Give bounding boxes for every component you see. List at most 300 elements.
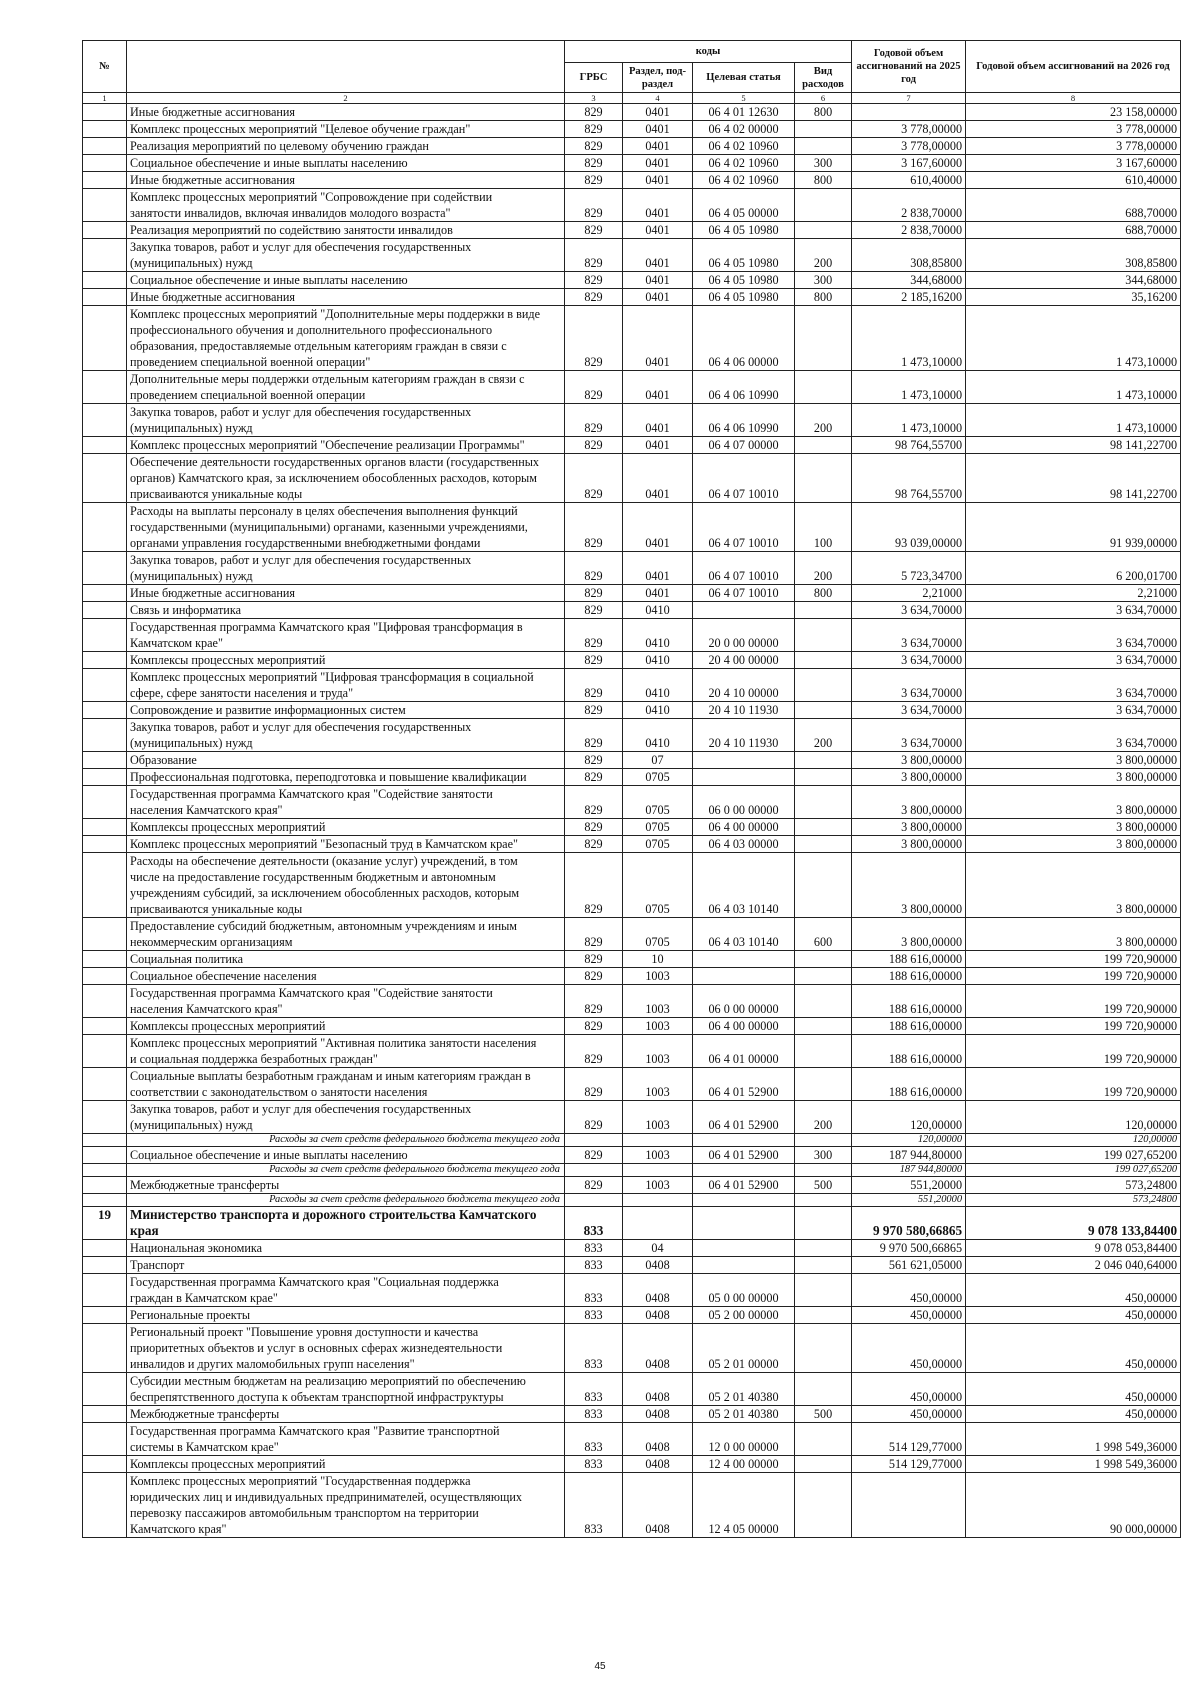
table-row xyxy=(83,138,1181,155)
row-grbs: 829 xyxy=(565,769,623,786)
row-amount-2026: 344,68000 xyxy=(966,272,1181,289)
row-grbs: 829 xyxy=(565,702,623,719)
row-name: Комплексы процессных мероприятий xyxy=(127,1018,565,1035)
row-grbs: 829 xyxy=(565,306,623,371)
row-grbs: 829 xyxy=(565,189,623,222)
row-amount-2025: 3 800,00000 xyxy=(852,836,966,853)
row-celevaya: 06 4 03 00000 xyxy=(693,836,795,853)
row-vid: 800 xyxy=(795,104,852,121)
row-amount-2025: 188 616,00000 xyxy=(852,1068,966,1101)
row-grbs: 829 xyxy=(565,602,623,619)
row-celevaya: 06 4 02 10960 xyxy=(693,138,795,155)
row-number xyxy=(83,1101,127,1134)
row-grbs: 829 xyxy=(565,1147,623,1164)
row-grbs: 833 xyxy=(565,1473,623,1538)
table-row xyxy=(83,454,1181,503)
row-vid xyxy=(795,1207,852,1240)
row-amount-2026: 199 720,90000 xyxy=(966,968,1181,985)
row-amount-2026: 199 720,90000 xyxy=(966,1018,1181,1035)
row-grbs: 829 xyxy=(565,121,623,138)
row-number xyxy=(83,1307,127,1324)
row-name: Комплекс процессных мероприятий "Сопровождение при содействии занятости инвалидов, включая инвалидов молодого возраста" xyxy=(127,189,565,222)
row-amount-2025: 514 129,77000 xyxy=(852,1456,966,1473)
row-razdel: 0410 xyxy=(623,652,693,669)
column-number: 5 xyxy=(693,93,795,104)
row-grbs: 829 xyxy=(565,222,623,239)
row-number xyxy=(83,702,127,719)
header-2025: Годовой объем ассигнований на 2025 год xyxy=(852,41,966,93)
row-amount-2026: 3 800,00000 xyxy=(966,853,1181,918)
row-amount-2025: 3 800,00000 xyxy=(852,786,966,819)
row-grbs: 829 xyxy=(565,819,623,836)
row-vid xyxy=(795,1274,852,1307)
table-row xyxy=(83,786,1181,819)
row-amount-2026: 3 800,00000 xyxy=(966,786,1181,819)
header-name xyxy=(127,41,565,93)
row-number xyxy=(83,222,127,239)
row-grbs: 829 xyxy=(565,289,623,306)
row-celevaya: 06 4 06 10990 xyxy=(693,404,795,437)
row-amount-2025: 551,20000 xyxy=(852,1177,966,1194)
row-razdel: 1003 xyxy=(623,1035,693,1068)
row-vid xyxy=(795,836,852,853)
row-amount-2026: 3 634,70000 xyxy=(966,602,1181,619)
row-vid xyxy=(795,1257,852,1274)
row-razdel: 0408 xyxy=(623,1406,693,1423)
row-grbs: 829 xyxy=(565,552,623,585)
row-razdel: 1003 xyxy=(623,1177,693,1194)
row-celevaya xyxy=(693,1164,795,1177)
row-razdel: 0410 xyxy=(623,669,693,702)
row-celevaya: 06 4 03 10140 xyxy=(693,853,795,918)
row-number xyxy=(83,138,127,155)
row-vid xyxy=(795,222,852,239)
row-razdel: 1003 xyxy=(623,1018,693,1035)
row-amount-2026: 23 158,00000 xyxy=(966,104,1181,121)
row-razdel: 0705 xyxy=(623,819,693,836)
row-celevaya: 05 2 01 00000 xyxy=(693,1324,795,1373)
row-name: Предоставление субсидий бюджетным, автономным учреждениям и иным некоммерческим организациям xyxy=(127,918,565,951)
row-name: Комплексы процессных мероприятий xyxy=(127,819,565,836)
row-amount-2025: 120,00000 xyxy=(852,1134,966,1147)
row-grbs: 829 xyxy=(565,985,623,1018)
row-amount-2025: 1 473,10000 xyxy=(852,306,966,371)
table-row xyxy=(83,1207,1181,1240)
row-amount-2025 xyxy=(852,104,966,121)
table-row xyxy=(83,104,1181,121)
row-celevaya xyxy=(693,1134,795,1147)
row-amount-2025: 3 634,70000 xyxy=(852,719,966,752)
table-row xyxy=(83,1406,1181,1423)
row-celevaya: 06 4 07 10010 xyxy=(693,454,795,503)
row-name: Комплекс процессных мероприятий "Безопасный труд в Камчатском крае" xyxy=(127,836,565,853)
row-razdel: 0401 xyxy=(623,172,693,189)
row-razdel: 0410 xyxy=(623,719,693,752)
row-name: Закупка товаров, работ и услуг для обеспечения государственных (муниципальных) нужд xyxy=(127,239,565,272)
table-row xyxy=(83,853,1181,918)
row-number xyxy=(83,752,127,769)
header-2026: Годовой объем ассигнований на 2026 год xyxy=(966,41,1181,93)
row-grbs: 833 xyxy=(565,1240,623,1257)
table-row xyxy=(83,306,1181,371)
table-row xyxy=(83,669,1181,702)
row-grbs: 833 xyxy=(565,1406,623,1423)
row-grbs: 829 xyxy=(565,371,623,404)
row-amount-2026: 1 473,10000 xyxy=(966,404,1181,437)
row-number xyxy=(83,289,127,306)
row-celevaya: 06 4 07 10010 xyxy=(693,585,795,602)
row-grbs: 829 xyxy=(565,1018,623,1035)
row-razdel: 10 xyxy=(623,951,693,968)
row-number xyxy=(83,602,127,619)
row-name: Комплекс процессных мероприятий "Активная политика занятости населения и социальная поддержка безработных граждан" xyxy=(127,1035,565,1068)
row-vid: 300 xyxy=(795,1147,852,1164)
row-number xyxy=(83,1018,127,1035)
column-number-row xyxy=(83,93,1181,104)
row-amount-2025: 3 634,70000 xyxy=(852,702,966,719)
row-number xyxy=(83,1177,127,1194)
row-celevaya: 06 4 07 10010 xyxy=(693,552,795,585)
row-amount-2026: 450,00000 xyxy=(966,1373,1181,1406)
row-number xyxy=(83,951,127,968)
row-vid: 100 xyxy=(795,503,852,552)
row-number xyxy=(83,669,127,702)
row-celevaya: 12 4 00 00000 xyxy=(693,1456,795,1473)
row-amount-2025: 1 473,10000 xyxy=(852,404,966,437)
header-codes: коды xyxy=(565,41,852,63)
row-razdel: 0408 xyxy=(623,1274,693,1307)
row-amount-2025: 188 616,00000 xyxy=(852,985,966,1018)
row-celevaya: 20 4 10 11930 xyxy=(693,702,795,719)
row-name: Иные бюджетные ассигнования xyxy=(127,172,565,189)
row-number xyxy=(83,652,127,669)
row-amount-2026: 308,85800 xyxy=(966,239,1181,272)
row-number xyxy=(83,1423,127,1456)
row-amount-2026: 610,40000 xyxy=(966,172,1181,189)
row-grbs: 833 xyxy=(565,1207,623,1240)
row-name: Расходы за счет средств федерального бюджета текущего года xyxy=(127,1194,565,1207)
column-number: 7 xyxy=(852,93,966,104)
row-vid xyxy=(795,1018,852,1035)
row-grbs: 833 xyxy=(565,1456,623,1473)
table-row xyxy=(83,239,1181,272)
row-name: Иные бюджетные ассигнования xyxy=(127,585,565,602)
row-celevaya: 06 4 05 10980 xyxy=(693,239,795,272)
row-celevaya xyxy=(693,968,795,985)
table-row xyxy=(83,1177,1181,1194)
row-vid xyxy=(795,1240,852,1257)
row-number xyxy=(83,306,127,371)
row-razdel: 0408 xyxy=(623,1373,693,1406)
row-razdel xyxy=(623,1164,693,1177)
row-amount-2025: 561 621,05000 xyxy=(852,1257,966,1274)
table-row xyxy=(83,985,1181,1018)
row-number xyxy=(83,1164,127,1177)
row-razdel: 0401 xyxy=(623,138,693,155)
row-amount-2026: 35,16200 xyxy=(966,289,1181,306)
row-amount-2026: 6 200,01700 xyxy=(966,552,1181,585)
row-amount-2026: 3 800,00000 xyxy=(966,819,1181,836)
row-amount-2026: 1 473,10000 xyxy=(966,306,1181,371)
row-celevaya xyxy=(693,752,795,769)
row-amount-2026: 3 800,00000 xyxy=(966,918,1181,951)
row-vid xyxy=(795,306,852,371)
row-name: Государственная программа Камчатского края "Социальная поддержка граждан в Камчатском крае" xyxy=(127,1274,565,1307)
row-vid xyxy=(795,853,852,918)
row-celevaya: 06 4 02 10960 xyxy=(693,172,795,189)
row-amount-2026: 120,00000 xyxy=(966,1101,1181,1134)
column-number: 3 xyxy=(565,93,623,104)
row-vid xyxy=(795,121,852,138)
row-amount-2026: 3 778,00000 xyxy=(966,121,1181,138)
row-grbs: 829 xyxy=(565,918,623,951)
row-amount-2026: 98 141,22700 xyxy=(966,437,1181,454)
row-name: Расходы на обеспечение деятельности (оказание услуг) учреждений, в том числе на предоставление государственным бюджетным и автономным учреждениям субсидий, за исключением обособленных расходов, которым присваиваются уникальные коды xyxy=(127,853,565,918)
row-razdel: 0401 xyxy=(623,454,693,503)
table-row xyxy=(83,437,1181,454)
row-amount-2025: 3 634,70000 xyxy=(852,669,966,702)
row-grbs: 829 xyxy=(565,437,623,454)
row-number xyxy=(83,189,127,222)
row-grbs: 833 xyxy=(565,1373,623,1406)
row-amount-2025: 188 616,00000 xyxy=(852,968,966,985)
row-vid: 200 xyxy=(795,239,852,272)
row-vid xyxy=(795,951,852,968)
row-amount-2026: 199 027,65200 xyxy=(966,1147,1181,1164)
row-name: Государственная программа Камчатского края "Развитие транспортной системы в Камчатском крае" xyxy=(127,1423,565,1456)
row-celevaya: 06 4 01 52900 xyxy=(693,1068,795,1101)
row-vid xyxy=(795,1373,852,1406)
row-razdel: 0401 xyxy=(623,155,693,172)
row-razdel: 0408 xyxy=(623,1456,693,1473)
table-row xyxy=(83,552,1181,585)
table-row xyxy=(83,968,1181,985)
row-vid: 200 xyxy=(795,404,852,437)
row-vid: 200 xyxy=(795,552,852,585)
row-name: Дополнительные меры поддержки отдельным категориям граждан в связи с проведением специальной военной операции xyxy=(127,371,565,404)
row-vid xyxy=(795,1164,852,1177)
row-name: Реализация мероприятий по целевому обучению граждан xyxy=(127,138,565,155)
row-grbs: 829 xyxy=(565,155,623,172)
table-row xyxy=(83,1257,1181,1274)
row-vid xyxy=(795,1324,852,1373)
row-amount-2026: 688,70000 xyxy=(966,189,1181,222)
row-number xyxy=(83,1473,127,1538)
row-amount-2025: 188 616,00000 xyxy=(852,1018,966,1035)
row-amount-2025: 3 800,00000 xyxy=(852,918,966,951)
row-vid xyxy=(795,1194,852,1207)
row-razdel: 0410 xyxy=(623,602,693,619)
row-amount-2026: 9 078 133,84400 xyxy=(966,1207,1181,1240)
row-name: Обеспечение деятельности государственных органов власти (государственных органов) Камчатского края, за исключением обособленных расходов, которым присваиваются уникальные коды xyxy=(127,454,565,503)
row-vid xyxy=(795,1134,852,1147)
row-number xyxy=(83,1240,127,1257)
row-grbs: 829 xyxy=(565,404,623,437)
row-celevaya: 06 4 05 00000 xyxy=(693,189,795,222)
row-number xyxy=(83,719,127,752)
row-number xyxy=(83,585,127,602)
row-name: Межбюджетные трансферты xyxy=(127,1406,565,1423)
row-grbs xyxy=(565,1194,623,1207)
table-row xyxy=(83,1324,1181,1373)
row-name: Комплексы процессных мероприятий xyxy=(127,1456,565,1473)
row-number xyxy=(83,437,127,454)
row-amount-2025: 344,68000 xyxy=(852,272,966,289)
row-number xyxy=(83,239,127,272)
row-celevaya: 20 4 10 00000 xyxy=(693,669,795,702)
row-razdel: 0705 xyxy=(623,853,693,918)
row-amount-2026: 90 000,00000 xyxy=(966,1473,1181,1538)
budget-table-sheet xyxy=(82,40,1180,1538)
row-celevaya: 06 4 02 10960 xyxy=(693,155,795,172)
table-row xyxy=(83,719,1181,752)
table-row xyxy=(83,189,1181,222)
row-number xyxy=(83,1134,127,1147)
row-vid: 200 xyxy=(795,1101,852,1134)
row-vid xyxy=(795,1307,852,1324)
row-number xyxy=(83,121,127,138)
row-amount-2026: 2,21000 xyxy=(966,585,1181,602)
row-celevaya xyxy=(693,1257,795,1274)
row-name: Государственная программа Камчатского края "Содействие занятости населения Камчатского края" xyxy=(127,786,565,819)
row-celevaya: 06 4 00 00000 xyxy=(693,819,795,836)
row-vid xyxy=(795,652,852,669)
row-amount-2025: 3 634,70000 xyxy=(852,619,966,652)
row-name: Социальное обеспечение и иные выплаты населению xyxy=(127,1147,565,1164)
row-celevaya: 06 4 06 00000 xyxy=(693,306,795,371)
row-grbs: 829 xyxy=(565,454,623,503)
row-name: Социальное обеспечение и иные выплаты населению xyxy=(127,272,565,289)
row-grbs: 829 xyxy=(565,272,623,289)
row-name: Межбюджетные трансферты xyxy=(127,1177,565,1194)
row-number xyxy=(83,619,127,652)
row-amount-2026: 3 778,00000 xyxy=(966,138,1181,155)
row-celevaya: 20 4 10 11930 xyxy=(693,719,795,752)
table-row xyxy=(83,222,1181,239)
row-amount-2025: 450,00000 xyxy=(852,1324,966,1373)
row-razdel: 0401 xyxy=(623,585,693,602)
row-amount-2026: 450,00000 xyxy=(966,1307,1181,1324)
row-number: 19 xyxy=(83,1207,127,1240)
row-razdel: 0705 xyxy=(623,769,693,786)
row-grbs: 829 xyxy=(565,719,623,752)
row-celevaya: 06 4 01 12630 xyxy=(693,104,795,121)
row-razdel: 04 xyxy=(623,1240,693,1257)
table-row xyxy=(83,172,1181,189)
row-grbs: 829 xyxy=(565,968,623,985)
row-name: Социальные выплаты безработным гражданам и иным категориям граждан в соответствии с законодательством о занятости населения xyxy=(127,1068,565,1101)
row-name: Закупка товаров, работ и услуг для обеспечения государственных (муниципальных) нужд xyxy=(127,552,565,585)
row-razdel: 0401 xyxy=(623,306,693,371)
row-name: Социальная политика xyxy=(127,951,565,968)
row-name: Комплекс процессных мероприятий "Цифровая трансформация в социальной сфере, сфере занятости населения и труда" xyxy=(127,669,565,702)
table-row xyxy=(83,1194,1181,1207)
row-amount-2025: 188 616,00000 xyxy=(852,951,966,968)
row-amount-2025: 450,00000 xyxy=(852,1406,966,1423)
row-amount-2026: 3 800,00000 xyxy=(966,752,1181,769)
row-amount-2026: 120,00000 xyxy=(966,1134,1181,1147)
row-razdel: 1003 xyxy=(623,1068,693,1101)
row-amount-2026: 199 720,90000 xyxy=(966,951,1181,968)
row-name: Расходы за счет средств федерального бюджета текущего года xyxy=(127,1164,565,1177)
row-vid xyxy=(795,968,852,985)
table-row xyxy=(83,819,1181,836)
row-amount-2026: 688,70000 xyxy=(966,222,1181,239)
table-row xyxy=(83,1473,1181,1538)
table-row xyxy=(83,121,1181,138)
row-number xyxy=(83,1257,127,1274)
row-number xyxy=(83,1068,127,1101)
row-amount-2025: 98 764,55700 xyxy=(852,454,966,503)
row-grbs: 829 xyxy=(565,836,623,853)
row-amount-2026: 1 998 549,36000 xyxy=(966,1456,1181,1473)
row-name: Социальное обеспечение и иные выплаты населению xyxy=(127,155,565,172)
row-razdel: 0705 xyxy=(623,918,693,951)
row-grbs: 833 xyxy=(565,1307,623,1324)
row-number xyxy=(83,155,127,172)
row-amount-2025: 610,40000 xyxy=(852,172,966,189)
row-name: Закупка товаров, работ и услуг для обеспечения государственных (муниципальных) нужд xyxy=(127,719,565,752)
row-amount-2025: 2 838,70000 xyxy=(852,189,966,222)
row-name: Комплексы процессных мероприятий xyxy=(127,652,565,669)
table-body xyxy=(83,104,1181,1538)
row-vid xyxy=(795,138,852,155)
table-row xyxy=(83,836,1181,853)
row-grbs: 833 xyxy=(565,1274,623,1307)
row-grbs: 829 xyxy=(565,104,623,121)
row-razdel xyxy=(623,1194,693,1207)
row-number xyxy=(83,272,127,289)
row-vid xyxy=(795,619,852,652)
row-number xyxy=(83,786,127,819)
row-number xyxy=(83,404,127,437)
row-amount-2026: 91 939,00000 xyxy=(966,503,1181,552)
row-number xyxy=(83,769,127,786)
row-number xyxy=(83,1456,127,1473)
row-celevaya: 06 0 00 00000 xyxy=(693,985,795,1018)
table-row xyxy=(83,1147,1181,1164)
row-amount-2026: 3 634,70000 xyxy=(966,669,1181,702)
row-amount-2025: 5 723,34700 xyxy=(852,552,966,585)
row-amount-2026: 3 800,00000 xyxy=(966,769,1181,786)
table-row xyxy=(83,619,1181,652)
table-row xyxy=(83,585,1181,602)
row-razdel: 0410 xyxy=(623,702,693,719)
row-celevaya: 06 4 01 52900 xyxy=(693,1177,795,1194)
row-name: Сопровождение и развитие информационных систем xyxy=(127,702,565,719)
row-number xyxy=(83,172,127,189)
row-name: Региональные проекты xyxy=(127,1307,565,1324)
row-razdel: 0401 xyxy=(623,552,693,585)
table-row xyxy=(83,1423,1181,1456)
row-name: Закупка товаров, работ и услуг для обеспечения государственных (муниципальных) нужд xyxy=(127,1101,565,1134)
row-amount-2025: 551,20000 xyxy=(852,1194,966,1207)
table-row xyxy=(83,1101,1181,1134)
row-grbs: 829 xyxy=(565,1177,623,1194)
row-celevaya: 05 0 00 00000 xyxy=(693,1274,795,1307)
header-vid: Вид расходов xyxy=(795,63,852,93)
row-amount-2025: 450,00000 xyxy=(852,1373,966,1406)
row-razdel: 0408 xyxy=(623,1324,693,1373)
column-number: 1 xyxy=(83,93,127,104)
row-vid xyxy=(795,1068,852,1101)
row-celevaya xyxy=(693,951,795,968)
row-razdel: 1003 xyxy=(623,968,693,985)
row-razdel: 0401 xyxy=(623,503,693,552)
table-row xyxy=(83,272,1181,289)
row-vid: 300 xyxy=(795,272,852,289)
row-vid: 600 xyxy=(795,918,852,951)
